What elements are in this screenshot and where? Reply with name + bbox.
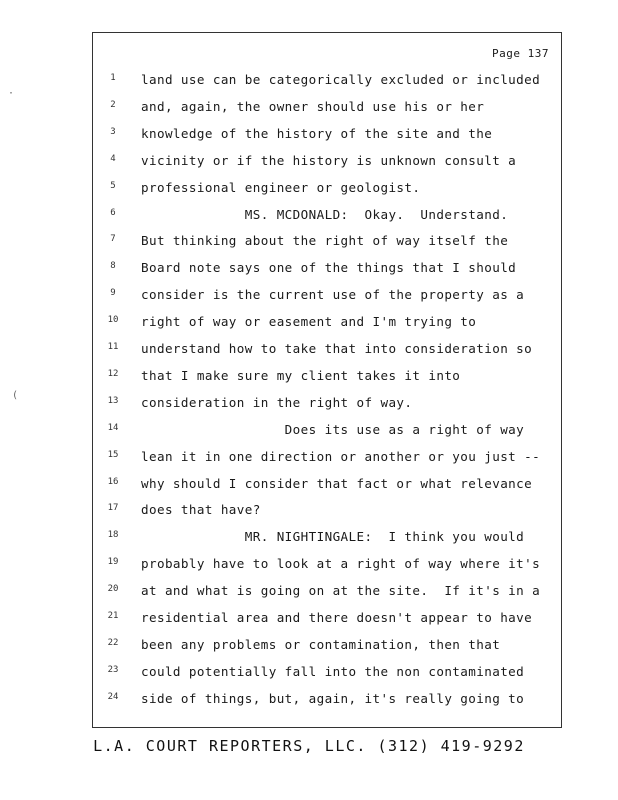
- line-text: vicinity or if the history is unknown consult a: [141, 152, 517, 168]
- line-number: 24: [107, 691, 119, 702]
- line-text: why should I consider that fact or what relevance: [141, 475, 533, 491]
- transcript-line: [93, 634, 561, 660]
- line-text: side of things, but, again, it's really going to: [141, 690, 525, 706]
- transcript-line: [93, 177, 561, 203]
- line-number: 2: [110, 99, 116, 110]
- line-text: could potentially fall into the non contaminated: [141, 663, 525, 679]
- line-number: 12: [107, 368, 119, 379]
- page-number: Page 137: [492, 47, 549, 60]
- transcript-line: [93, 392, 561, 418]
- line-number: 18: [107, 530, 119, 541]
- margin-mark: ·: [8, 88, 15, 99]
- line-number: 19: [107, 557, 119, 568]
- transcript-line: [93, 553, 561, 579]
- transcript-line: [93, 96, 561, 122]
- line-number: 7: [110, 234, 116, 245]
- line-text: consideration in the right of way.: [141, 394, 413, 410]
- transcript-line: [93, 499, 561, 525]
- line-number: 23: [107, 664, 119, 675]
- transcript-line: [93, 69, 561, 95]
- transcript-line: [93, 365, 561, 391]
- line-number: 3: [110, 126, 116, 137]
- line-text: lean it in one direction or another or you just --: [141, 448, 541, 464]
- line-number: 16: [107, 476, 119, 487]
- line-text: MS. MCDONALD: Okay. Understand.: [141, 206, 509, 222]
- transcript-line: [93, 257, 561, 283]
- line-number: 11: [107, 342, 119, 352]
- transcript-line: [93, 338, 561, 364]
- line-number: 5: [110, 180, 116, 191]
- transcript-line: [93, 419, 561, 445]
- transcript-line: [93, 123, 561, 149]
- line-number: 15: [107, 449, 119, 460]
- transcript-line: [93, 607, 561, 633]
- line-number: 4: [110, 153, 116, 164]
- transcript-line: [93, 688, 561, 714]
- line-number: 1: [110, 73, 116, 83]
- line-text: been any problems or contamination, then that: [141, 636, 501, 652]
- line-text: and, again, the owner should use his or her: [141, 98, 485, 114]
- line-number: 10: [107, 315, 119, 326]
- line-text: But thinking about the right of way itself the: [141, 233, 509, 249]
- line-text: that I make sure my client takes it into: [141, 367, 461, 383]
- reporter-footer: L.A. COURT REPORTERS, LLC. (312) 419-9292: [93, 737, 525, 755]
- transcript-page: [92, 32, 562, 728]
- line-text: Board note says one of the things that I should: [141, 260, 517, 276]
- line-number: 6: [110, 207, 116, 218]
- line-text: understand how to take that into consideration so: [141, 341, 533, 356]
- transcript-line: [93, 284, 561, 310]
- line-number: 21: [107, 611, 119, 621]
- line-number: 13: [107, 395, 119, 406]
- line-number: 8: [110, 261, 116, 272]
- line-number: 9: [110, 288, 116, 299]
- line-text: knowledge of the history of the site and the: [141, 125, 493, 141]
- line-text: at and what is going on at the site. If it's in a: [141, 583, 541, 599]
- line-text: right of way or easement and I'm trying to: [141, 314, 477, 330]
- line-text: residential area and there doesn't appear to have: [141, 610, 533, 625]
- transcript-line: [93, 526, 561, 552]
- line-text: does that have?: [141, 502, 261, 518]
- line-text: Does its use as a right of way: [141, 421, 525, 437]
- transcript-line: [93, 311, 561, 337]
- line-number: 17: [107, 503, 119, 514]
- transcript-line: [93, 230, 561, 256]
- transcript-line: [93, 580, 561, 606]
- line-number: 14: [107, 422, 119, 433]
- line-text: probably have to look at a right of way where it's: [141, 556, 541, 572]
- transcript-line: [93, 446, 561, 472]
- transcript-line: [93, 473, 561, 499]
- line-text: consider is the current use of the property as a: [141, 287, 525, 303]
- transcript-line: [93, 150, 561, 176]
- line-number: 20: [107, 584, 119, 595]
- margin-mark: (: [12, 390, 19, 401]
- line-text: professional engineer or geologist.: [141, 179, 421, 195]
- line-number: 22: [107, 637, 119, 648]
- transcript-line: [93, 661, 561, 687]
- transcript-line: [93, 204, 561, 230]
- line-text: land use can be categorically excluded or included: [141, 72, 541, 87]
- line-text: MR. NIGHTINGALE: I think you would: [141, 529, 525, 545]
